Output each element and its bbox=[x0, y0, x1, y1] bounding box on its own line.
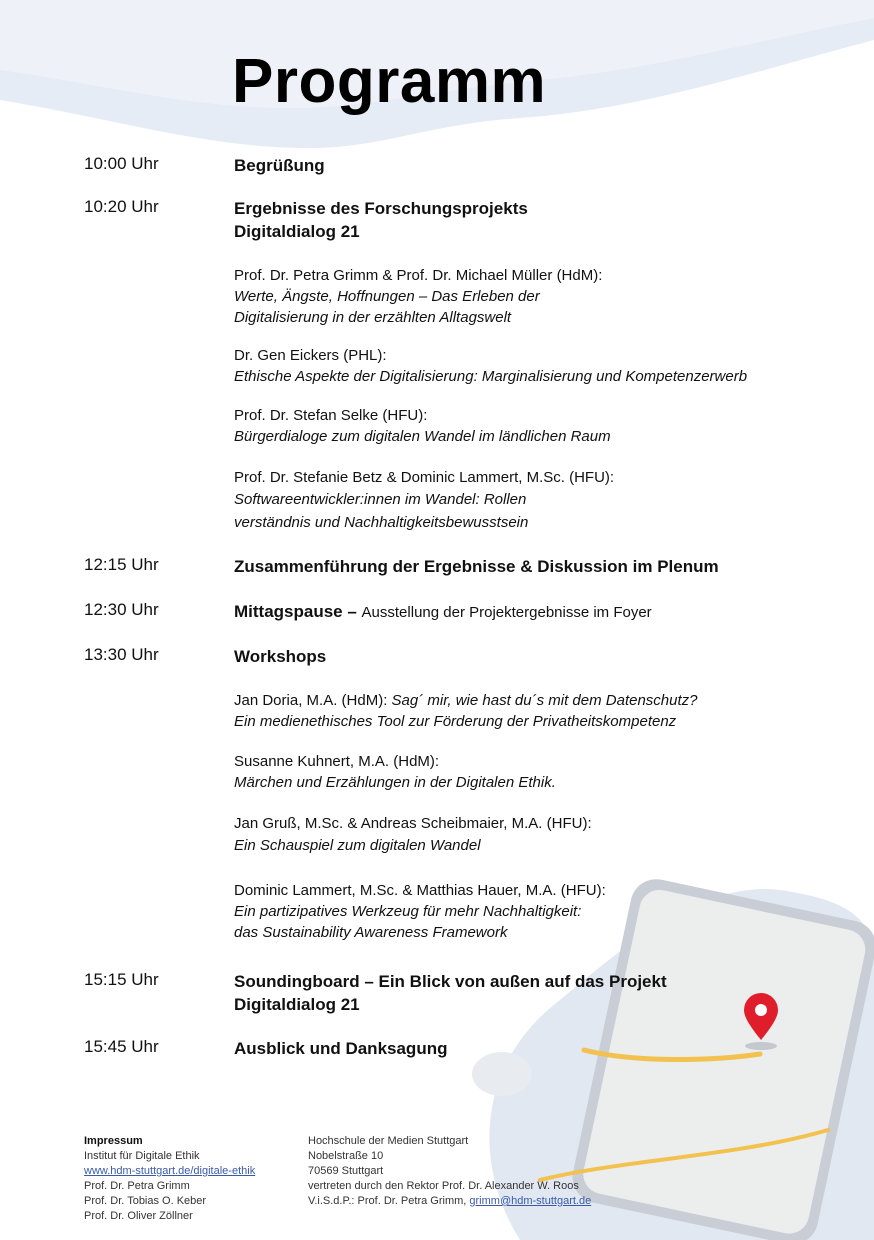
talk-topic: Digitalisierung in der erzählten Alltagswelt bbox=[234, 309, 512, 326]
impressum-line: Institut für Digitale Ethik bbox=[84, 1150, 200, 1162]
impressum-title: Impressum bbox=[84, 1135, 143, 1147]
address-line: 70569 Stuttgart bbox=[308, 1165, 384, 1177]
agenda-time: 10:20 Uhr bbox=[84, 197, 159, 216]
talk-speaker: Prof. Dr. Stefan Selke (HFU): bbox=[234, 407, 428, 424]
agenda-heading: Ausblick und Danksagung bbox=[234, 1039, 448, 1058]
impressum-person: Prof. Dr. Tobias O. Keber bbox=[84, 1195, 207, 1207]
talk-speaker: Jan Gruß, M.Sc. & Andreas Scheibmaier, M.A. (HFU): bbox=[234, 815, 592, 832]
talk-speaker: Prof. Dr. Petra Grimm & Prof. Dr. Michael Müller (HdM): bbox=[234, 267, 603, 284]
talk-topic: Ein partizipatives Werkzeug für mehr Nachhaltigkeit: bbox=[234, 903, 582, 920]
page-title: Programm bbox=[232, 47, 547, 116]
agenda-time: 15:15 Uhr bbox=[84, 970, 159, 989]
agenda-heading: Begrüßung bbox=[234, 156, 325, 175]
talk-speaker: Dr. Gen Eickers (PHL): bbox=[234, 347, 387, 364]
talk-speaker: Prof. Dr. Stefanie Betz & Dominic Lammert, M.Sc. (HFU): bbox=[234, 469, 615, 486]
agenda-time: 12:30 Uhr bbox=[84, 600, 159, 619]
talk-topic: Ethische Aspekte der Digitalisierung: Marginalisierung und Kompetenzerwerb bbox=[234, 368, 748, 385]
agenda-heading: Workshops bbox=[234, 647, 327, 666]
visdp-email-link[interactable]: grimm@hdm-stuttgart.de bbox=[469, 1195, 592, 1207]
agenda-heading: Digitaldialog 21 bbox=[234, 222, 360, 241]
talk-topic: das Sustainability Awareness Framework bbox=[234, 924, 508, 941]
agenda-time: 10:00 Uhr bbox=[84, 154, 159, 173]
talk-topic: Bürgerdialoge zum digitalen Wandel im ländlichen Raum bbox=[234, 428, 611, 445]
talk-topic: verständnis und Nachhaltigkeitsbewusstsein bbox=[234, 514, 529, 531]
impressum-person: Prof. Dr. Petra Grimm bbox=[84, 1180, 190, 1192]
agenda-heading: Soundingboard – Ein Blick von außen auf das Projekt bbox=[234, 972, 667, 991]
heading-separator: – bbox=[342, 602, 362, 621]
impressum bbox=[84, 1134, 255, 1224]
talk-topic: Ein medienethisches Tool zur Förderung der Privatheitskompetenz bbox=[234, 713, 677, 730]
agenda-heading: Digitaldialog 21 bbox=[234, 995, 360, 1014]
talk-topic: Werte, Ängste, Hoffnungen – Das Erleben der bbox=[234, 288, 540, 305]
impressum-link[interactable]: www.hdm-stuttgart.de/digitale-ethik bbox=[84, 1165, 256, 1177]
address-line: vertreten durch den Rektor Prof. Dr. Alexander W. Roos bbox=[308, 1180, 579, 1192]
talk-topic: Sag´ mir, wie hast du´s mit dem Datenschutz? bbox=[391, 692, 698, 709]
agenda-heading: Ergebnisse des Forschungsprojekts bbox=[234, 199, 528, 218]
talk-topic: Märchen und Erzählungen in der Digitalen Ethik. bbox=[234, 774, 556, 791]
visdp-text: V.i.S.d.P.: Prof. Dr. Petra Grimm, bbox=[308, 1195, 470, 1207]
agenda-time: 13:30 Uhr bbox=[84, 645, 159, 664]
talk-speaker: Susanne Kuhnert, M.A. (HdM): bbox=[234, 753, 440, 770]
talk-speaker: Jan Doria, M.A. (HdM): bbox=[234, 692, 392, 709]
publisher-address bbox=[308, 1134, 591, 1209]
agenda-note: Ausstellung der Projektergebnisse im Foyer bbox=[361, 604, 652, 621]
address-line: Nobelstraße 10 bbox=[308, 1150, 384, 1162]
impressum-person: Prof. Dr. Oliver Zöllner bbox=[84, 1210, 193, 1222]
address-line: Hochschule der Medien Stuttgart bbox=[308, 1135, 469, 1147]
agenda-time: 15:45 Uhr bbox=[84, 1037, 159, 1056]
agenda-heading: Mittagspause bbox=[234, 602, 343, 621]
agenda-time: 12:15 Uhr bbox=[84, 555, 159, 574]
agenda-heading: Zusammenführung der Ergebnisse & Diskussion im Plenum bbox=[234, 557, 719, 576]
talk-topic: Ein Schauspiel zum digitalen Wandel bbox=[234, 837, 481, 854]
talk-speaker: Dominic Lammert, M.Sc. & Matthias Hauer, M.A. (HFU): bbox=[234, 882, 606, 899]
talk-topic: Softwareentwickler:innen im Wandel: Rollen bbox=[234, 491, 527, 508]
